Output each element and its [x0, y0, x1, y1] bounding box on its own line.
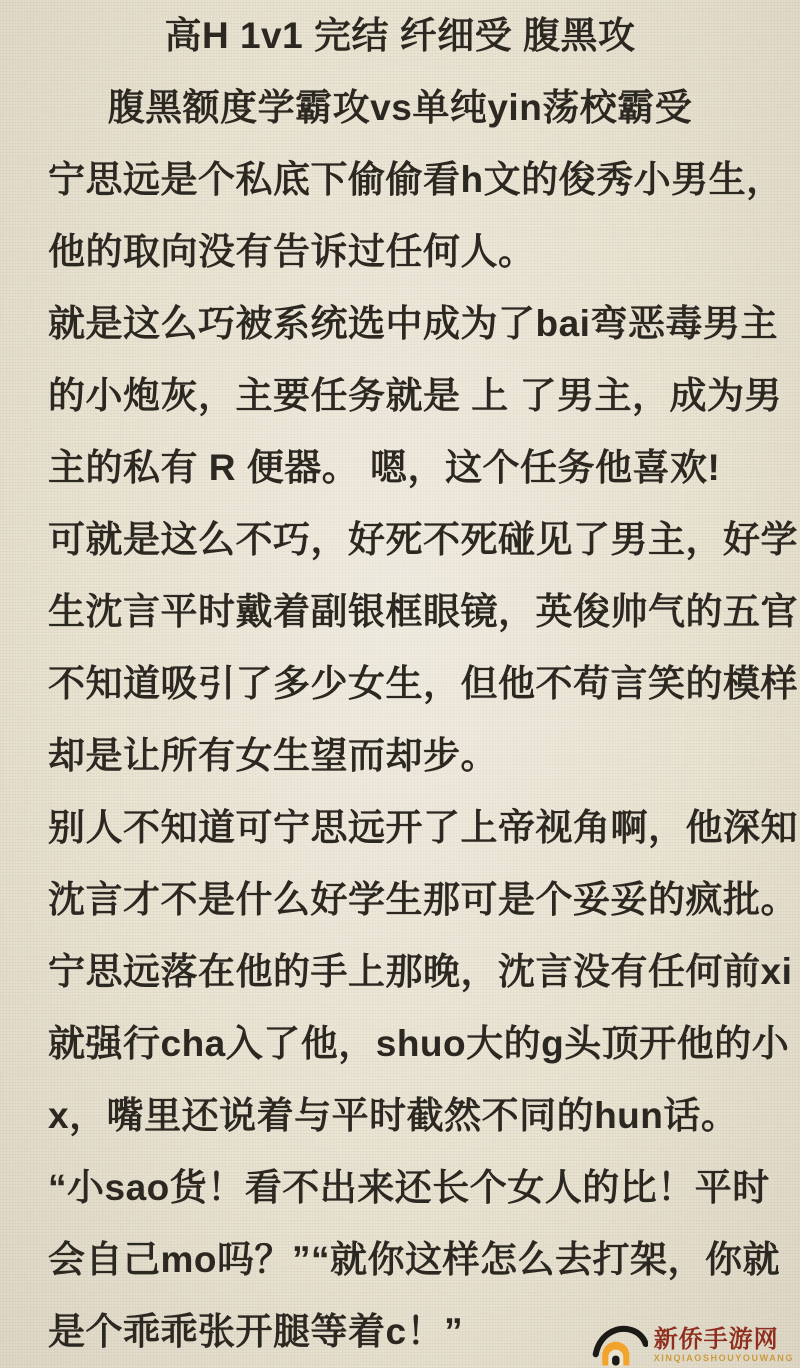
site-watermark — [592, 1320, 794, 1366]
watermark-text — [654, 1327, 794, 1366]
pairing-line: 腹黑额度学霸攻vs单纯yin荡校霸受 — [107, 87, 693, 128]
body-line: 沈言才不是什么好学生那可是个妥妥的疯批。 — [48, 879, 798, 920]
body-line: 却是让所有女生望而却步。 — [48, 735, 498, 776]
body-line: “小sao货！看不出来还长个女人的比！平时 — [48, 1167, 770, 1208]
body-line: 的小炮灰，主要任务就是 上 了男主，成为男 — [48, 375, 783, 416]
body-line: 会自己mo吗？”“就你这样怎么去打架，你就 — [48, 1239, 780, 1280]
body-line: x，嘴里还说着与平时截然不同的hun话。 — [48, 1095, 739, 1136]
body-line: 就是这么巧被系统选中成为了bai弯恶毒男主 — [48, 303, 778, 344]
body-line: 不知道吸引了多少女生，但他不苟言笑的模样 — [48, 663, 798, 704]
body-line: 生沈言平时戴着副银框眼镜，英俊帅气的五官 — [48, 591, 798, 632]
body-line: 就强行cha入了他，shuo大的g头顶开他的小 — [48, 1023, 790, 1064]
site-romanized: XINQIAOSHOUYOUWANG — [653, 1353, 794, 1363]
body-line: 别人不知道可宁思远开了上帝视角啊，他深知 — [48, 807, 798, 848]
tags-line: 高H 1v1 完结 纤细受 腹黑攻 — [164, 15, 636, 56]
house-logo-icon — [592, 1322, 648, 1366]
body-line: 主的私有 R 便器。 嗯，这个任务他喜欢! — [48, 447, 721, 488]
body-line: 可就是这么不巧，好死不死碰见了男主，好学 — [48, 519, 798, 560]
body-line: 是个乖乖张开腿等着c！” — [48, 1311, 464, 1352]
body-line: 宁思远是个私底下偷偷看h文的俊秀小男生， — [48, 159, 784, 200]
body-line: 宁思远落在他的手上那晚，沈言没有任何前xi — [48, 951, 793, 992]
site-name: 新侨手游网 — [653, 1326, 779, 1353]
body-line: 他的取向没有告诉过任何人。 — [48, 231, 536, 272]
